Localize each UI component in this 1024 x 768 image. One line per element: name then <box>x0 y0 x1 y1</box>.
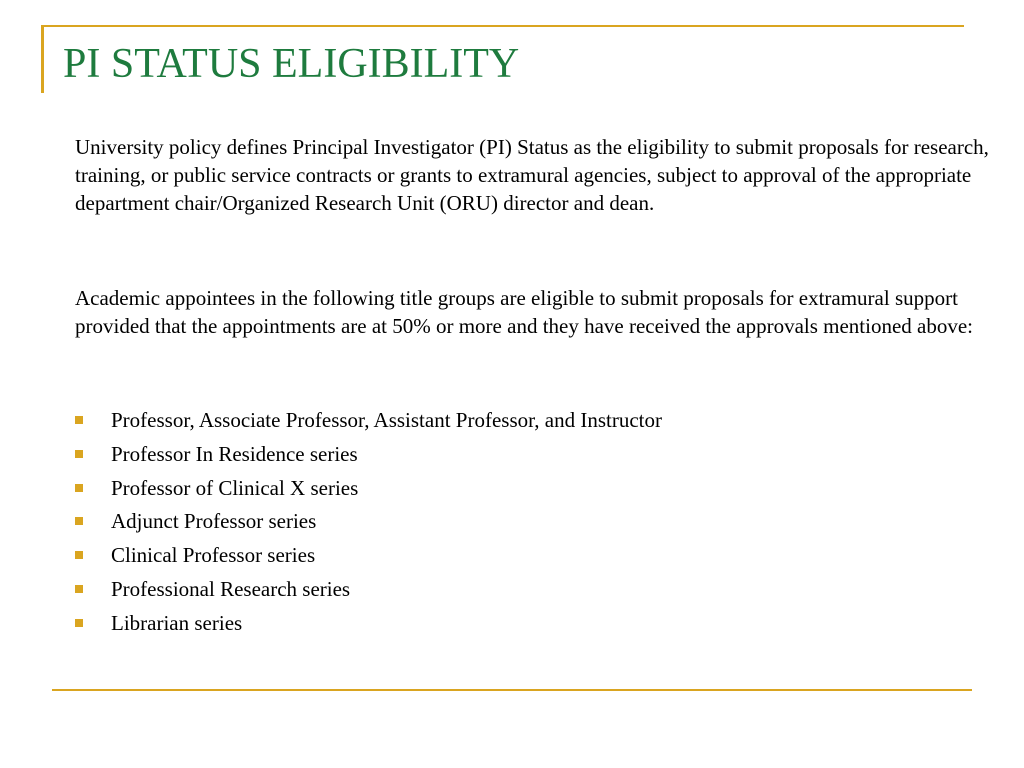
list-item-label: Professor of Clinical X series <box>111 475 359 500</box>
slide-title: PI STATUS ELIGIBILITY <box>63 41 520 87</box>
list-item-label: Adjunct Professor series <box>111 509 317 534</box>
list-item <box>75 404 662 438</box>
list-item <box>75 438 662 472</box>
list-item-label: Librarian series <box>111 610 243 635</box>
list-item <box>75 472 662 506</box>
square-bullet-icon <box>75 484 83 492</box>
title-groups-list <box>75 404 662 641</box>
list-item-label: Professor, Associate Professor, Assistant Professor, and Instructor <box>111 408 662 432</box>
square-bullet-icon <box>75 585 83 593</box>
list-item <box>75 505 662 539</box>
list-item <box>75 573 662 607</box>
title-left-rule <box>41 25 44 93</box>
square-bullet-icon <box>75 551 83 559</box>
square-bullet-icon <box>75 619 83 627</box>
list-item-label: Professor In Residence series <box>111 441 358 466</box>
title-top-rule <box>41 25 964 27</box>
list-item <box>75 607 662 641</box>
square-bullet-icon <box>75 450 83 458</box>
square-bullet-icon <box>75 517 83 525</box>
list-item-label: Professional Research series <box>111 576 351 601</box>
list-item <box>75 539 662 573</box>
bottom-rule <box>52 689 972 691</box>
eligibility-paragraph: Academic appointees in the following title groups are eligible to submit proposals for extramural support provided that the appointments are at 50% or more and they have received the approvals mentioned above: <box>75 286 974 338</box>
list-item-label: Clinical Professor series <box>111 543 316 568</box>
square-bullet-icon <box>75 416 83 424</box>
policy-paragraph: University policy defines Principal Investigator (PI) Status as the eligibility to submit proposals for research, training, or public service contracts or grants to extramural agencies, subject to approval of the appropriate department chair/Organized Research Unit (ORU) director and dean. <box>75 135 989 215</box>
